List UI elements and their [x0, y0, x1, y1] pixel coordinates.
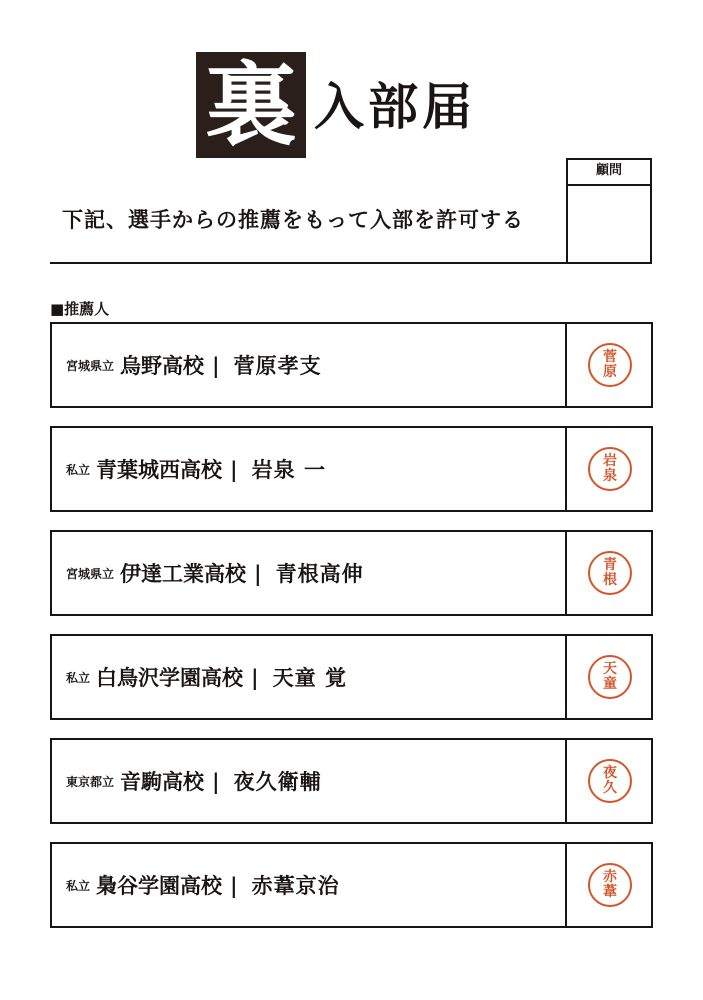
hanko-seal-icon: [588, 863, 632, 907]
school-name: 音駒高校: [120, 769, 205, 794]
separator: |: [230, 872, 238, 898]
title-mark: 裏: [196, 52, 306, 158]
recommender-row: [50, 738, 653, 824]
school-name: 白鳥沢学園高校: [96, 665, 244, 690]
seal-cell: [565, 324, 651, 406]
seal-char: 赤: [603, 869, 617, 885]
separator: |: [212, 768, 220, 794]
seal-cell: [565, 532, 651, 614]
hanko-seal-icon: [588, 551, 632, 595]
recommender-row: [50, 842, 653, 928]
recommender-text: [66, 428, 326, 510]
recommender-name: 天童 覚: [272, 665, 347, 690]
seal-char: 葦: [603, 884, 617, 900]
header-divider: [50, 262, 568, 264]
recommender-row: [50, 530, 653, 616]
hanko-seal-icon: [588, 655, 632, 699]
advisor-label: 顧問: [568, 160, 650, 186]
recommender-name: 岩泉 一: [251, 457, 326, 482]
advisor-seal-box[interactable]: [566, 158, 652, 264]
recommender-name: 菅原孝支: [233, 353, 322, 378]
permission-statement: 下記、選手からの推薦をもって入部を許可する: [62, 207, 524, 232]
prefecture-label: 東京都立: [66, 774, 115, 789]
separator: |: [254, 560, 262, 586]
recommender-name: 青根高伸: [275, 561, 364, 586]
seal-char: 原: [603, 364, 617, 380]
hanko-seal-icon: [588, 759, 632, 803]
prefecture-label: 私立: [66, 462, 91, 477]
seal-char: 夜: [603, 765, 617, 781]
form-title: 入部届: [314, 77, 476, 136]
recommender-text: [66, 844, 340, 926]
school-name: 青葉城西高校: [96, 457, 223, 482]
hanko-seal-icon: [588, 343, 632, 387]
seal-cell: [565, 428, 651, 510]
seal-char: 久: [603, 780, 617, 796]
recommender-name: 夜久衛輔: [233, 769, 322, 794]
recommender-text: [66, 532, 364, 614]
school-name: 梟谷学園高校: [96, 873, 223, 898]
school-name: 烏野高校: [120, 353, 205, 378]
seal-char: 天: [603, 661, 617, 677]
prefecture-label: 宮城県立: [66, 358, 115, 373]
seal-cell: [565, 740, 651, 822]
separator: |: [251, 664, 259, 690]
seal-char: 青: [603, 557, 617, 573]
recommender-name: 赤葦京治: [251, 873, 340, 898]
seal-char: 岩: [603, 453, 617, 469]
seal-char: 泉: [603, 468, 617, 484]
separator: |: [230, 456, 238, 482]
recommender-text: [66, 740, 322, 822]
recommender-text: [66, 324, 322, 406]
prefecture-label: 私立: [66, 878, 91, 893]
section-label: ■推薦人: [50, 300, 110, 318]
recommender-row: [50, 634, 653, 720]
seal-char: 根: [603, 572, 617, 588]
seal-cell: [565, 636, 651, 718]
recommender-text: [66, 636, 347, 718]
seal-cell: [565, 844, 651, 926]
recommender-row: [50, 426, 653, 512]
prefecture-label: 宮城県立: [66, 566, 115, 581]
recommender-row: [50, 322, 653, 408]
seal-char: 菅: [603, 349, 617, 365]
seal-char: 童: [603, 676, 617, 692]
separator: |: [212, 352, 220, 378]
school-name: 伊達工業高校: [120, 561, 247, 586]
hanko-seal-icon: [588, 447, 632, 491]
prefecture-label: 私立: [66, 670, 91, 685]
